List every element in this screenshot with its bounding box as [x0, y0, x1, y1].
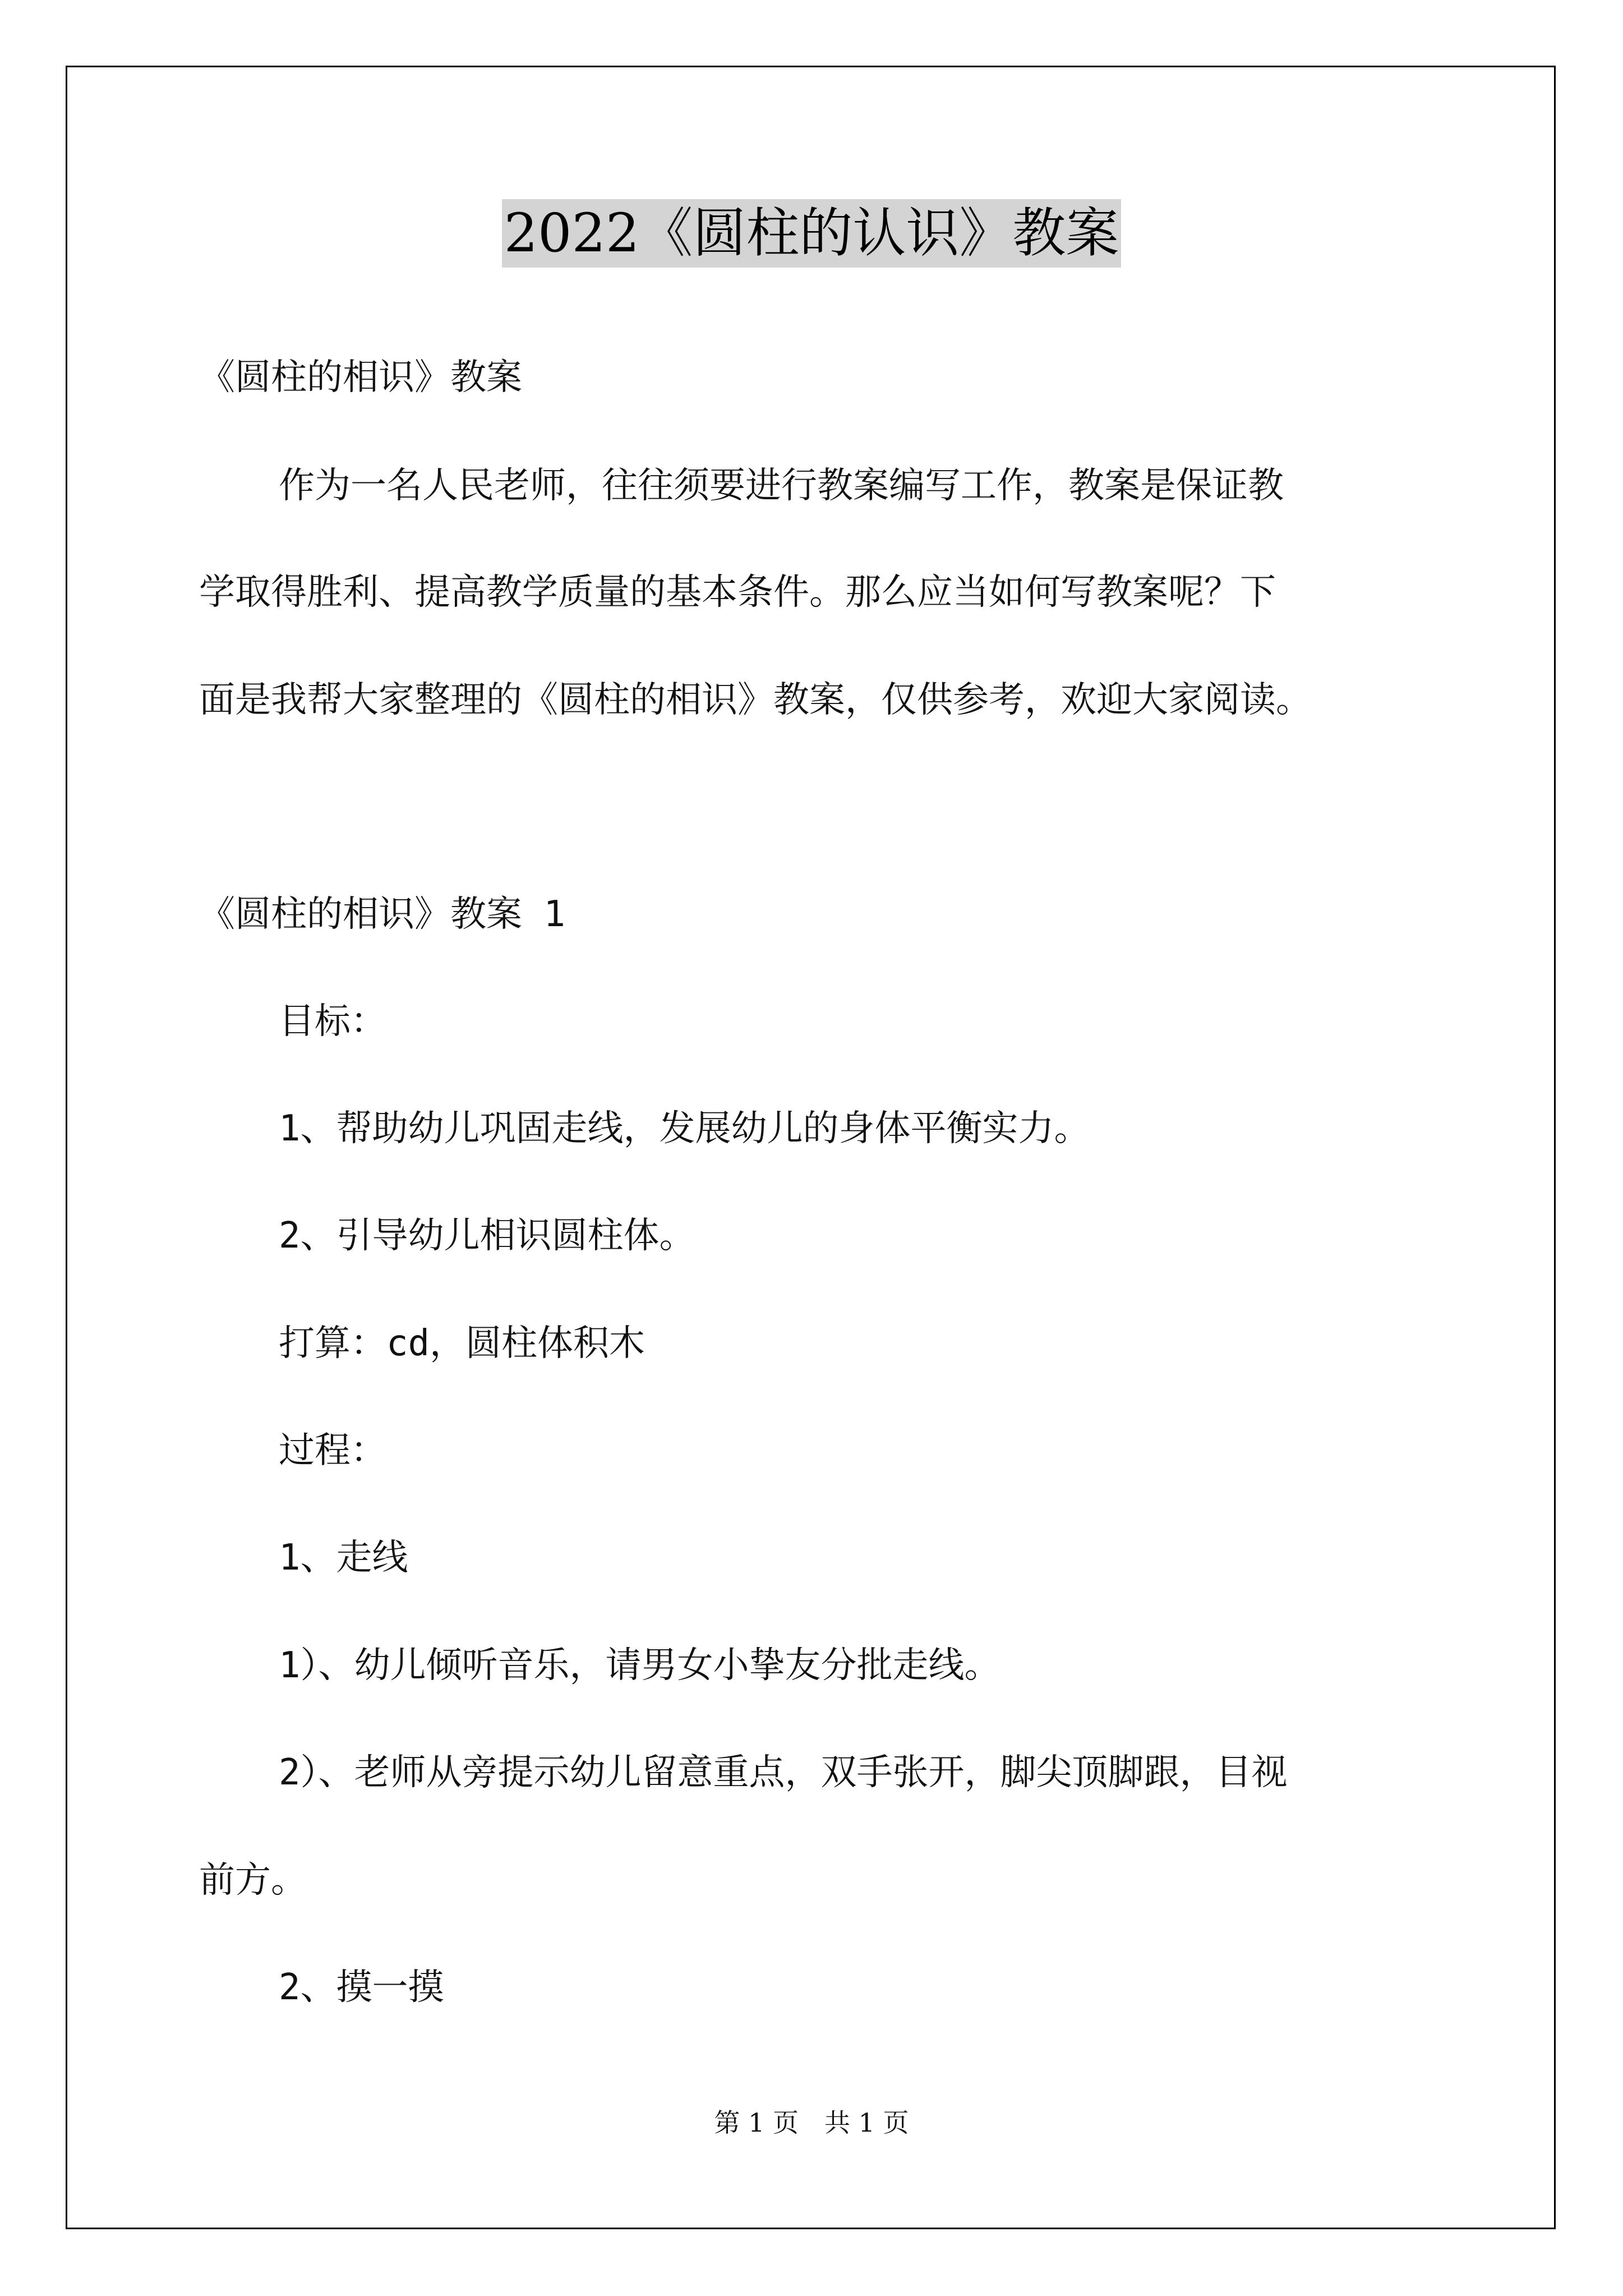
page-footer: 第 1 页 共 1 页 — [714, 2108, 909, 2138]
process-step-2: 2、摸一摸 — [279, 1967, 444, 2008]
section-heading: 《圆柱的相识》教案 1 — [199, 894, 566, 935]
intro-line-3: 面是我帮大家整理的《圆柱的相识》教案，仅供参考，欢迎大家阅读。 — [199, 679, 1312, 721]
preparation-line: 打算：cd，圆柱体积木 — [279, 1323, 645, 1364]
intro-line-2: 学取得胜利、提高教学质量的基本条件。那么应当如何写教案呢？下 — [199, 572, 1276, 613]
intro-line-1: 作为一名人民老师，往往须要进行教案编写工作，教案是保证教 — [279, 465, 1284, 507]
process-substep-2: 2）、老师从旁提示幼儿留意重点，双手张开，脚尖顶脚跟，目视 — [279, 1752, 1288, 1793]
process-substep-1: 1）、幼儿倾听音乐，请男女小挚友分批走线。 — [279, 1645, 1000, 1686]
process-step-1: 1、走线 — [279, 1537, 408, 1579]
document-title-wrap — [0, 199, 1623, 268]
process-label: 过程： — [279, 1430, 386, 1471]
subtitle-line: 《圆柱的相识》教案 — [199, 357, 522, 398]
goal-label: 目标： — [279, 1001, 386, 1042]
process-substep-2-cont: 前方。 — [199, 1860, 307, 1901]
document-title: 2022《圆柱的认识》教案 — [502, 199, 1122, 268]
goal-item-1: 1、帮助幼儿巩固走线，发展幼儿的身体平衡实力。 — [279, 1108, 1090, 1149]
goal-item-2: 2、引导幼儿相识圆柱体。 — [279, 1215, 695, 1257]
